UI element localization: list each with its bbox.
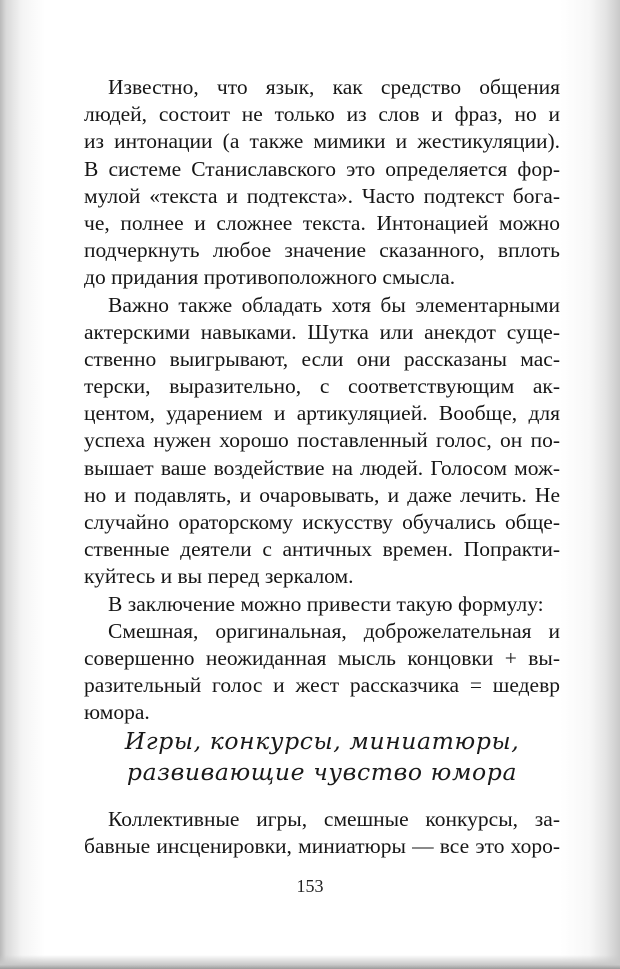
text-line: из интонации (а также мимики и жестикуляции). [84,129,560,154]
body-text [84,74,560,727]
text-line: совершенно неожиданная мысль концовки + вы- [84,645,560,670]
section-heading-line-1: Игры, конкурсы, миниатюры, [124,727,520,755]
text-line: вышает ваше воздействие на людей. Голосом мож- [84,455,560,480]
section-heading-line-2: развивающие чувство юмора [126,758,518,786]
text-line: Известно, что язык, как средство общения [108,75,560,99]
text-line: но и подавлять, и очаровывать, и даже лечить. Не [84,482,560,507]
text-line: до придания противоположного смысла. [84,265,456,290]
text-line: Смешная, оригинальная, доброжелательная и [108,618,560,643]
text-line: ственно выигрывают, если они рассказаны мас- [84,346,560,371]
text-line: терски, выразительно, с соответствующим ак- [84,374,560,399]
text-line: случайно ораторскому искусству обучались обще- [84,510,560,534]
text-line: успеха нужен хорошо поставленный голос, он по- [84,428,560,453]
text-line: разительный голос и жест рассказчика = шедевр [84,673,560,698]
text-line: бавные инсценировки, миниатюры — все это хоро- [84,834,560,859]
text-line: Важно также обладать хотя бы элементарными [108,292,560,317]
text-line: че, полнее и сложнее текста. Интонацией можно [84,210,560,235]
text-line: В заключение можно привести такую формулу: [108,591,544,616]
page-edge-shadow [0,955,620,969]
text-line: Коллективные игры, смешные конкурсы, за- [108,807,560,831]
body-text-continued [84,806,560,860]
page-number: 153 [296,876,324,896]
text-line: В системе Станиславского это определяется фор- [84,156,560,181]
text-line: центом, ударением и артикуляцией. Вообще, для [84,401,560,426]
text-line: юмора. [84,700,150,725]
text-line: актерскими навыками. Шутка или анекдот суще- [84,319,560,344]
text-line: мулой «текста и подтекста». Часто подтекст бога- [84,183,560,208]
text-line: людей, состоит не только из слов и фраз, но и [84,102,560,127]
text-line: подчеркнуть любое значение сказанного, вплоть [84,238,560,263]
text-line: ственные деятели с античных времен. Попракти- [84,537,560,562]
text-line: куйтесь и вы перед зеркалом. [84,564,354,589]
